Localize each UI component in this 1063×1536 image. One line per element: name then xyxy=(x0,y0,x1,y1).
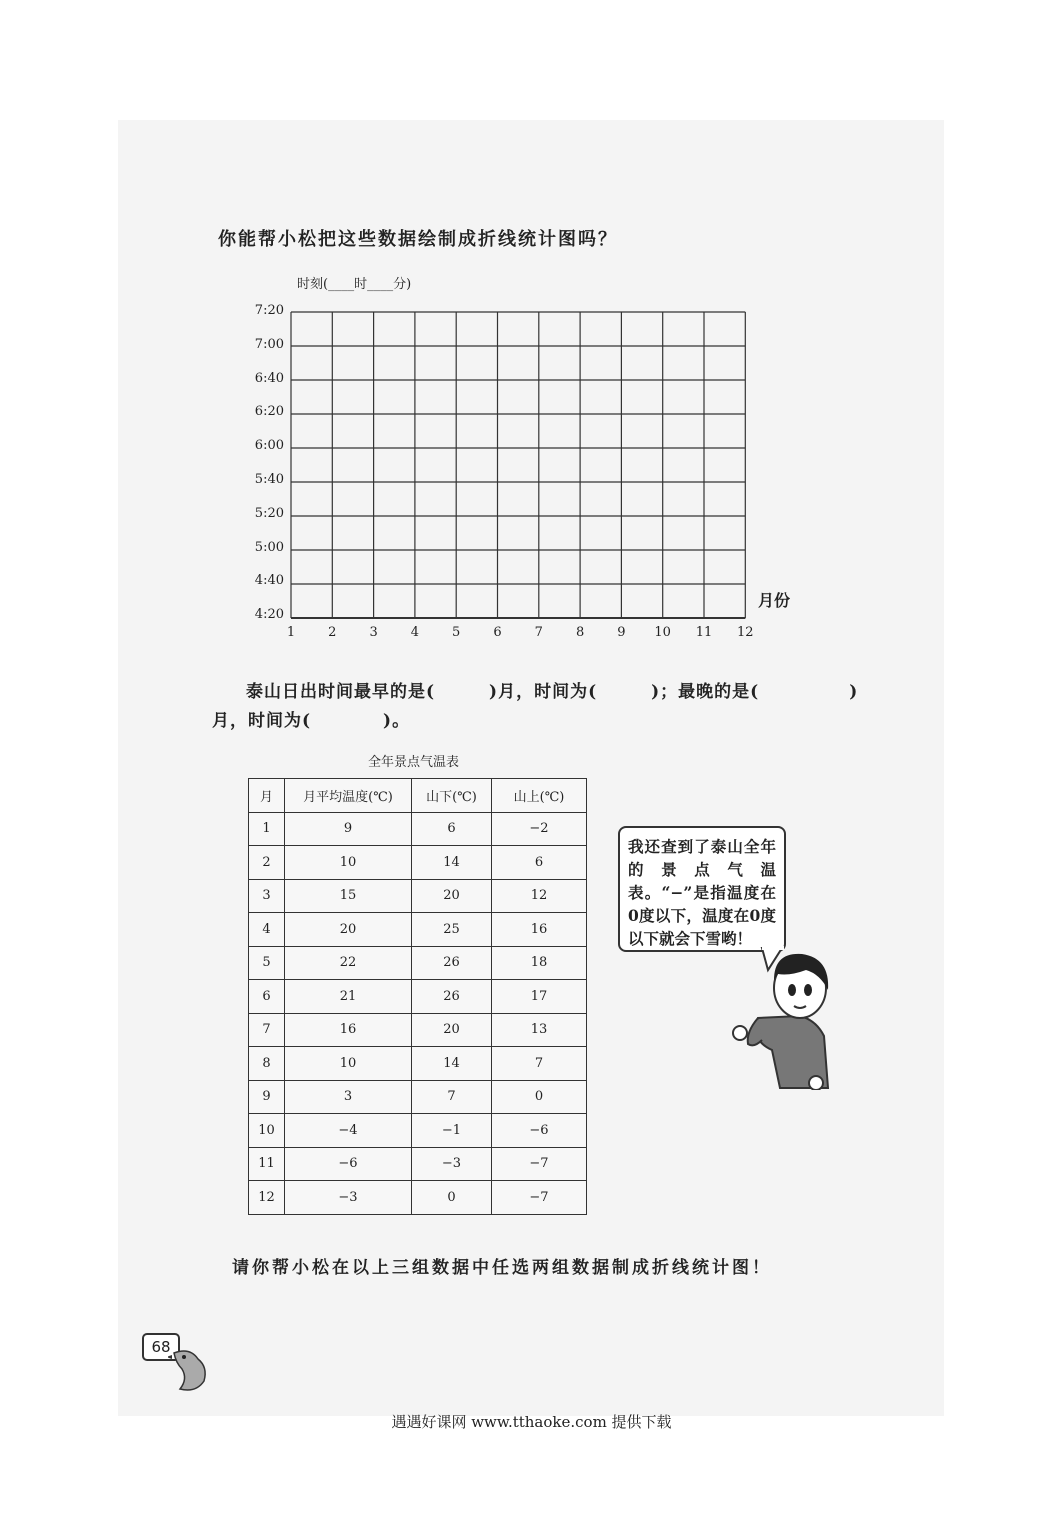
y-tick-label: 6:00 xyxy=(254,438,284,454)
table-cell: −6 xyxy=(492,1114,587,1148)
table-cell: 1 xyxy=(249,812,285,846)
x-tick-label: 11 xyxy=(695,625,713,640)
x-tick-label: 5 xyxy=(452,625,461,640)
x-axis-label: 月份 xyxy=(758,591,791,610)
x-tick-label: 8 xyxy=(575,625,585,640)
y-tick-label: 5:40 xyxy=(254,472,284,487)
x-tick-label: 3 xyxy=(369,625,378,640)
table-cell: 9 xyxy=(285,812,412,846)
question-choose-two-sets: 请你帮小松在以上三组数据中任选两组数据制成折线统计图！ xyxy=(232,1258,772,1278)
table-cell: 0 xyxy=(412,1181,492,1215)
table-cell: 12 xyxy=(249,1181,285,1215)
table-cell: 14 xyxy=(412,1047,492,1081)
temperature-table xyxy=(248,778,587,1215)
header-foot: 山下(℃) xyxy=(412,779,492,813)
table-cell: 15 xyxy=(285,879,412,913)
table-row xyxy=(249,1013,587,1047)
table-cell: 5 xyxy=(249,946,285,980)
table-cell: 17 xyxy=(492,980,587,1014)
table-cell: 16 xyxy=(285,1013,412,1047)
header-average: 月平均温度(℃) xyxy=(285,779,412,813)
table-cell: 10 xyxy=(285,846,412,880)
x-tick-label: 12 xyxy=(737,625,754,640)
table-cell: 2 xyxy=(249,846,285,880)
y-tick-label: 4:20 xyxy=(254,607,284,623)
table-cell: 6 xyxy=(249,980,285,1014)
table-cell: −4 xyxy=(285,1114,412,1148)
table-row xyxy=(249,913,587,947)
y-tick-label: 5:00 xyxy=(254,539,284,555)
table-cell: 9 xyxy=(249,1080,285,1114)
table-row xyxy=(249,812,587,846)
table-cell: 21 xyxy=(285,980,412,1014)
x-tick-label: 4 xyxy=(410,625,420,640)
table-cell: 22 xyxy=(285,946,412,980)
table-cell: 18 xyxy=(492,946,587,980)
table-cell: −3 xyxy=(412,1147,492,1181)
table-cell: −7 xyxy=(492,1147,587,1181)
table-cell: 26 xyxy=(412,946,492,980)
table-cell: 13 xyxy=(492,1013,587,1047)
blank-chart-grid xyxy=(290,311,750,623)
table-cell: 6 xyxy=(492,846,587,880)
table-row xyxy=(249,846,587,880)
table-cell: 7 xyxy=(249,1013,285,1047)
table-row xyxy=(249,879,587,913)
table-cell: 10 xyxy=(249,1114,285,1148)
table-row xyxy=(249,980,587,1014)
y-tick-label: 6:40 xyxy=(254,370,284,386)
table-cell: 10 xyxy=(285,1047,412,1081)
table-cell: 3 xyxy=(285,1080,412,1114)
table-cell: 11 xyxy=(249,1147,285,1181)
fill-blank-line-2: 月，时间为( )。 xyxy=(212,711,411,731)
table-cell: 14 xyxy=(412,846,492,880)
y-tick-label: 7:20 xyxy=(254,303,284,318)
header-month: 月 xyxy=(249,779,285,813)
y-tick-label: 5:20 xyxy=(254,505,284,521)
x-tick-label: 10 xyxy=(654,625,671,640)
table-row xyxy=(249,1080,587,1114)
table-title: 全年景点气温表 xyxy=(368,755,460,770)
page-number: 68 xyxy=(142,1333,180,1361)
table-row xyxy=(249,946,587,980)
y-tick-label: 6:20 xyxy=(254,404,284,420)
table-cell: 7 xyxy=(492,1047,587,1081)
table-cell: 26 xyxy=(412,980,492,1014)
x-tick-label: 6 xyxy=(493,625,502,640)
table-cell: −6 xyxy=(285,1147,412,1181)
table-cell: 0 xyxy=(492,1080,587,1114)
bird-icon xyxy=(168,1345,214,1395)
table-cell: 20 xyxy=(412,1013,492,1047)
x-tick-label: 1 xyxy=(286,625,296,640)
table-row xyxy=(249,1047,587,1081)
table-cell: −2 xyxy=(492,812,587,846)
table-cell: 25 xyxy=(412,913,492,947)
boy-hand xyxy=(733,1026,747,1040)
table-cell: 7 xyxy=(412,1080,492,1114)
table-cell: 16 xyxy=(492,913,587,947)
table-cell: 3 xyxy=(249,879,285,913)
boy-illustration xyxy=(720,940,840,1090)
table-cell: 20 xyxy=(285,913,412,947)
y-tick-label: 4:40 xyxy=(254,573,284,589)
footer-credit: 遇遇好课网 www.tthaoke.com 提供下载 xyxy=(391,1413,672,1431)
table-cell: 8 xyxy=(249,1047,285,1081)
x-tick-label: 9 xyxy=(617,625,626,640)
table-cell: 4 xyxy=(249,913,285,947)
fill-blank-line-1: 泰山日出时间最早的是( )月，时间为( )；最晚的是( ) xyxy=(246,682,859,702)
header-summit: 山上(℃) xyxy=(492,779,587,813)
table-cell: −7 xyxy=(492,1181,587,1215)
y-tick-label: 7:00 xyxy=(254,336,284,352)
table-cell: −1 xyxy=(412,1114,492,1148)
question-draw-line-chart: 你能帮小松把这些数据绘制成折线统计图吗？ xyxy=(218,229,618,250)
table-cell: 6 xyxy=(412,812,492,846)
table-row xyxy=(249,1114,587,1148)
table-row xyxy=(249,1181,587,1215)
table-cell: 12 xyxy=(492,879,587,913)
table-row xyxy=(249,1147,587,1181)
y-axis-label: 时刻(____时____分) xyxy=(297,277,412,292)
table-cell: −3 xyxy=(285,1181,412,1215)
table-header-row xyxy=(249,779,587,813)
table-cell: 20 xyxy=(412,879,492,913)
speech-bubble: 我还查到了泰山全年的景点气温表。“−”是指温度在0度以下，温度在0度以下就会下雪哟！ xyxy=(618,826,786,952)
x-tick-label: 2 xyxy=(328,625,337,640)
x-tick-label: 7 xyxy=(534,625,543,640)
